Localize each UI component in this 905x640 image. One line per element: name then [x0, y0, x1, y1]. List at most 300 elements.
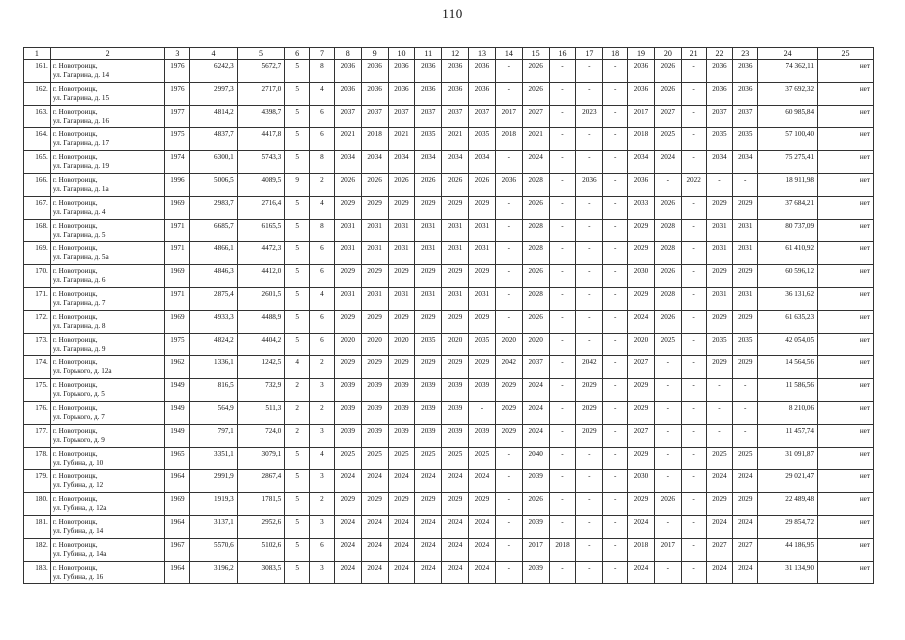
- cost-value: 80 737,09: [758, 219, 818, 242]
- living-area: 5743,3: [237, 151, 285, 174]
- year-cell: -: [603, 128, 628, 151]
- address-city: г. Новотроицк,: [52, 267, 98, 276]
- floors-count: 5: [285, 242, 310, 265]
- year-cell: 2024: [361, 470, 388, 493]
- living-area: 4404,2: [237, 333, 285, 356]
- year-cell: -: [576, 219, 603, 242]
- table-row: [24, 287, 874, 310]
- year-cell: 2029: [576, 424, 603, 447]
- table-row: [24, 333, 874, 356]
- year-cell: 2037: [415, 105, 442, 128]
- floors-count: 5: [285, 287, 310, 310]
- year-cell: -: [495, 242, 522, 265]
- living-area: 4472,3: [237, 242, 285, 265]
- year-cell: -: [549, 447, 576, 470]
- table-row: [24, 379, 874, 402]
- row-number: 181.: [24, 515, 51, 538]
- floors-count: 5: [285, 310, 310, 333]
- address: [50, 265, 165, 288]
- living-area: 1242,5: [237, 356, 285, 379]
- year-cell: -: [576, 561, 603, 584]
- year-cell: 2037: [706, 105, 733, 128]
- address: [50, 82, 165, 105]
- build-year: 1969: [165, 265, 190, 288]
- year-cell: 2039: [469, 379, 496, 402]
- year-cell: 2036: [469, 60, 496, 83]
- year-cell: -: [603, 515, 628, 538]
- year-cell: -: [706, 379, 733, 402]
- year-cell: 2031: [334, 287, 361, 310]
- address: [50, 151, 165, 174]
- entrances-count: 2: [310, 401, 335, 424]
- year-cell: -: [733, 379, 758, 402]
- year-cell: 2029: [334, 493, 361, 516]
- year-cell: 2034: [361, 151, 388, 174]
- year-cell: -: [681, 242, 706, 265]
- flag-value: нет: [818, 287, 874, 310]
- column-header: 20: [654, 48, 681, 60]
- flag-value: нет: [818, 447, 874, 470]
- year-cell: -: [576, 287, 603, 310]
- entrances-count: 8: [310, 60, 335, 83]
- year-cell: -: [549, 470, 576, 493]
- year-cell: 2039: [442, 401, 469, 424]
- floors-count: 2: [285, 424, 310, 447]
- cost-value: 18 911,98: [758, 173, 818, 196]
- address: [50, 356, 165, 379]
- year-cell: 2036: [469, 82, 496, 105]
- year-cell: -: [576, 242, 603, 265]
- entrances-count: 6: [310, 333, 335, 356]
- year-cell: -: [706, 401, 733, 424]
- year-cell: -: [681, 401, 706, 424]
- year-cell: 2029: [415, 196, 442, 219]
- year-cell: 2026: [442, 173, 469, 196]
- table-row: [24, 173, 874, 196]
- year-cell: -: [549, 219, 576, 242]
- column-header: 1: [24, 48, 51, 60]
- year-cell: 2031: [442, 242, 469, 265]
- year-cell: 2036: [361, 82, 388, 105]
- address-city: г. Новотроицк,: [52, 175, 98, 184]
- year-cell: 2031: [442, 287, 469, 310]
- year-cell: 2027: [522, 105, 549, 128]
- year-cell: -: [549, 401, 576, 424]
- year-cell: 2023: [576, 105, 603, 128]
- year-cell: 2024: [522, 401, 549, 424]
- living-area: 2952,6: [237, 515, 285, 538]
- year-cell: 2017: [654, 538, 681, 561]
- year-cell: 2031: [334, 242, 361, 265]
- floors-count: 2: [285, 379, 310, 402]
- address: [50, 128, 165, 151]
- year-cell: 2018: [549, 538, 576, 561]
- year-cell: -: [681, 219, 706, 242]
- flag-value: нет: [818, 538, 874, 561]
- year-cell: 2029: [388, 196, 415, 219]
- entrances-count: 6: [310, 538, 335, 561]
- year-cell: 2039: [522, 515, 549, 538]
- year-cell: 2024: [628, 310, 655, 333]
- year-cell: 2026: [522, 310, 549, 333]
- year-cell: -: [549, 287, 576, 310]
- floors-count: 5: [285, 196, 310, 219]
- year-cell: 2030: [628, 265, 655, 288]
- address-street: ул. Губина, д. 14: [52, 526, 104, 535]
- column-header: 21: [681, 48, 706, 60]
- year-cell: -: [654, 424, 681, 447]
- year-cell: 2029: [706, 196, 733, 219]
- year-cell: 2024: [522, 151, 549, 174]
- column-header: 6: [285, 48, 310, 60]
- year-cell: -: [733, 173, 758, 196]
- year-cell: 2037: [522, 356, 549, 379]
- cost-value: 36 131,62: [758, 287, 818, 310]
- address: [50, 105, 165, 128]
- year-cell: 2027: [706, 538, 733, 561]
- living-area: 2867,4: [237, 470, 285, 493]
- address-city: г. Новотроицк,: [52, 84, 98, 93]
- year-cell: 2039: [522, 561, 549, 584]
- column-header: 16: [549, 48, 576, 60]
- entrances-count: 2: [310, 173, 335, 196]
- year-cell: -: [495, 196, 522, 219]
- address-city: г. Новотроицк,: [52, 153, 98, 162]
- cost-value: 61 635,23: [758, 310, 818, 333]
- build-year: 1971: [165, 219, 190, 242]
- year-cell: 2031: [415, 242, 442, 265]
- floors-count: 5: [285, 493, 310, 516]
- table-body: [24, 60, 874, 584]
- year-cell: -: [681, 493, 706, 516]
- floors-count: 5: [285, 219, 310, 242]
- cost-value: 11 586,56: [758, 379, 818, 402]
- flag-value: нет: [818, 333, 874, 356]
- year-cell: 2029: [706, 356, 733, 379]
- entrances-count: 4: [310, 82, 335, 105]
- year-cell: -: [549, 310, 576, 333]
- year-cell: 2021: [388, 128, 415, 151]
- year-cell: 2031: [706, 287, 733, 310]
- address: [50, 515, 165, 538]
- year-cell: 2034: [442, 151, 469, 174]
- year-cell: -: [495, 515, 522, 538]
- year-cell: -: [603, 379, 628, 402]
- total-area: 1336,1: [190, 356, 238, 379]
- living-area: 1781,5: [237, 493, 285, 516]
- address: [50, 310, 165, 333]
- year-cell: -: [681, 561, 706, 584]
- year-cell: 2039: [415, 401, 442, 424]
- year-cell: -: [495, 60, 522, 83]
- table-row: [24, 515, 874, 538]
- year-cell: 2028: [654, 287, 681, 310]
- year-cell: 2024: [334, 515, 361, 538]
- total-area: 564,9: [190, 401, 238, 424]
- year-cell: -: [549, 424, 576, 447]
- address: [50, 196, 165, 219]
- build-year: 1964: [165, 515, 190, 538]
- build-year: 1964: [165, 470, 190, 493]
- row-number: 165.: [24, 151, 51, 174]
- floors-count: 5: [285, 105, 310, 128]
- year-cell: -: [603, 242, 628, 265]
- year-cell: 2026: [334, 173, 361, 196]
- table-row: [24, 310, 874, 333]
- total-area: 6685,7: [190, 219, 238, 242]
- address-street: ул. Гагарина, д. 7: [52, 298, 106, 307]
- year-cell: 2018: [495, 128, 522, 151]
- flag-value: нет: [818, 379, 874, 402]
- column-header: 2: [50, 48, 165, 60]
- year-cell: -: [603, 447, 628, 470]
- year-cell: 2036: [495, 173, 522, 196]
- year-cell: 2034: [334, 151, 361, 174]
- year-cell: -: [495, 470, 522, 493]
- year-cell: -: [549, 173, 576, 196]
- total-area: 3351,1: [190, 447, 238, 470]
- living-area: 5672,7: [237, 60, 285, 83]
- year-cell: 2024: [442, 561, 469, 584]
- build-year: 1975: [165, 333, 190, 356]
- year-cell: 2037: [388, 105, 415, 128]
- year-cell: -: [603, 60, 628, 83]
- entrances-count: 6: [310, 128, 335, 151]
- year-cell: 2031: [361, 242, 388, 265]
- year-cell: 2024: [334, 561, 361, 584]
- address: [50, 219, 165, 242]
- flag-value: нет: [818, 401, 874, 424]
- year-cell: 2025: [706, 447, 733, 470]
- build-year: 1949: [165, 379, 190, 402]
- year-cell: 2029: [415, 356, 442, 379]
- year-cell: -: [681, 424, 706, 447]
- year-cell: 2021: [522, 128, 549, 151]
- year-cell: 2031: [442, 219, 469, 242]
- year-cell: -: [603, 151, 628, 174]
- year-cell: 2026: [388, 173, 415, 196]
- floors-count: 5: [285, 470, 310, 493]
- column-header: 12: [442, 48, 469, 60]
- year-cell: 2036: [706, 60, 733, 83]
- year-cell: -: [495, 447, 522, 470]
- total-area: 797,1: [190, 424, 238, 447]
- living-area: 4089,5: [237, 173, 285, 196]
- year-cell: -: [549, 356, 576, 379]
- page-number: 110: [442, 6, 463, 21]
- address: [50, 173, 165, 196]
- year-cell: 2026: [654, 82, 681, 105]
- living-area: 2601,5: [237, 287, 285, 310]
- entrances-count: 6: [310, 242, 335, 265]
- year-cell: 2029: [334, 265, 361, 288]
- year-cell: 2024: [388, 538, 415, 561]
- year-cell: 2035: [415, 333, 442, 356]
- year-cell: 2029: [733, 265, 758, 288]
- flag-value: нет: [818, 242, 874, 265]
- year-cell: 2027: [654, 105, 681, 128]
- cost-value: 29 854,72: [758, 515, 818, 538]
- entrances-count: 6: [310, 310, 335, 333]
- year-cell: -: [681, 265, 706, 288]
- build-year: 1969: [165, 493, 190, 516]
- year-cell: 2039: [388, 379, 415, 402]
- year-cell: -: [603, 105, 628, 128]
- year-cell: 2031: [361, 219, 388, 242]
- year-cell: -: [576, 60, 603, 83]
- flag-value: нет: [818, 470, 874, 493]
- year-cell: 2029: [442, 310, 469, 333]
- year-cell: 2020: [334, 333, 361, 356]
- year-cell: 2028: [522, 287, 549, 310]
- table-row: [24, 82, 874, 105]
- year-cell: 2029: [628, 493, 655, 516]
- address-street: ул. Гагарина, д. 5а: [52, 253, 109, 262]
- year-cell: -: [549, 60, 576, 83]
- year-cell: 2024: [706, 470, 733, 493]
- year-cell: 2029: [628, 287, 655, 310]
- year-cell: 2029: [361, 196, 388, 219]
- year-cell: 2021: [442, 128, 469, 151]
- year-cell: 2027: [628, 424, 655, 447]
- cost-value: 57 100,40: [758, 128, 818, 151]
- row-number: 180.: [24, 493, 51, 516]
- year-cell: -: [495, 493, 522, 516]
- year-cell: -: [681, 151, 706, 174]
- row-number: 171.: [24, 287, 51, 310]
- floors-count: 5: [285, 538, 310, 561]
- living-area: 511,3: [237, 401, 285, 424]
- entrances-count: 8: [310, 151, 335, 174]
- address-city: г. Новотроицк,: [52, 335, 98, 344]
- year-cell: 2039: [388, 401, 415, 424]
- entrances-count: 2: [310, 493, 335, 516]
- year-cell: 2031: [388, 287, 415, 310]
- year-cell: 2026: [522, 265, 549, 288]
- year-cell: -: [654, 515, 681, 538]
- row-number: 168.: [24, 219, 51, 242]
- year-cell: 2036: [628, 173, 655, 196]
- living-area: 2716,4: [237, 196, 285, 219]
- year-cell: -: [654, 470, 681, 493]
- column-header: 14: [495, 48, 522, 60]
- total-area: 3137,1: [190, 515, 238, 538]
- year-cell: 2031: [733, 287, 758, 310]
- year-cell: -: [495, 219, 522, 242]
- address: [50, 401, 165, 424]
- year-cell: -: [603, 82, 628, 105]
- floors-count: 5: [285, 515, 310, 538]
- year-cell: 2035: [706, 333, 733, 356]
- cost-value: 61 410,92: [758, 242, 818, 265]
- year-cell: -: [576, 310, 603, 333]
- floors-count: 5: [285, 447, 310, 470]
- floors-count: 5: [285, 128, 310, 151]
- year-cell: 2026: [654, 265, 681, 288]
- build-year: 1969: [165, 310, 190, 333]
- year-cell: 2029: [415, 493, 442, 516]
- year-cell: 2029: [576, 401, 603, 424]
- address-street: ул. Гагарина, д. 14: [52, 71, 110, 79]
- total-area: 4814,2: [190, 105, 238, 128]
- year-cell: 2029: [628, 401, 655, 424]
- table-row: [24, 561, 874, 584]
- year-cell: 2036: [415, 60, 442, 83]
- address: [50, 470, 165, 493]
- entrances-count: 4: [310, 287, 335, 310]
- year-cell: -: [603, 333, 628, 356]
- year-cell: 2035: [706, 128, 733, 151]
- table-row: [24, 447, 874, 470]
- year-cell: 2025: [388, 447, 415, 470]
- build-year: 1965: [165, 447, 190, 470]
- column-header: 13: [469, 48, 496, 60]
- year-cell: 2039: [442, 424, 469, 447]
- year-cell: -: [576, 515, 603, 538]
- year-cell: 2031: [469, 219, 496, 242]
- year-cell: 2024: [442, 538, 469, 561]
- year-cell: 2029: [733, 356, 758, 379]
- address-street: ул. Гагарина, д. 19: [52, 162, 110, 171]
- cost-value: 11 457,74: [758, 424, 818, 447]
- year-cell: 2027: [733, 538, 758, 561]
- build-year: 1975: [165, 128, 190, 151]
- year-cell: 2039: [415, 379, 442, 402]
- table-row: [24, 424, 874, 447]
- address-street: ул. Гагарина, д. 17: [52, 139, 110, 148]
- floors-count: 4: [285, 356, 310, 379]
- year-cell: 2026: [654, 196, 681, 219]
- year-cell: 2029: [495, 379, 522, 402]
- column-header: 23: [733, 48, 758, 60]
- year-cell: -: [576, 82, 603, 105]
- year-cell: 2029: [706, 265, 733, 288]
- year-cell: 2029: [442, 265, 469, 288]
- year-cell: 2039: [442, 379, 469, 402]
- entrances-count: 8: [310, 219, 335, 242]
- address-city: г. Новотроицк,: [52, 540, 98, 549]
- year-cell: 2039: [334, 401, 361, 424]
- year-cell: 2028: [522, 173, 549, 196]
- year-cell: 2031: [733, 219, 758, 242]
- address-city: г. Новотроицк,: [52, 312, 98, 321]
- year-cell: -: [681, 356, 706, 379]
- row-number: 174.: [24, 356, 51, 379]
- year-cell: 2020: [522, 333, 549, 356]
- flag-value: нет: [818, 128, 874, 151]
- year-cell: 2031: [388, 242, 415, 265]
- year-cell: -: [681, 470, 706, 493]
- year-cell: 2031: [334, 219, 361, 242]
- column-header: 18: [603, 48, 628, 60]
- year-cell: 2036: [628, 60, 655, 83]
- address-street: ул. Гагарина, д. 5: [52, 230, 106, 239]
- year-cell: -: [549, 196, 576, 219]
- year-cell: -: [495, 82, 522, 105]
- build-year: 1949: [165, 401, 190, 424]
- year-cell: 2039: [334, 424, 361, 447]
- year-cell: 2024: [469, 561, 496, 584]
- row-number: 166.: [24, 173, 51, 196]
- year-cell: 2034: [628, 151, 655, 174]
- flag-value: нет: [818, 310, 874, 333]
- year-cell: -: [706, 173, 733, 196]
- year-cell: -: [654, 447, 681, 470]
- year-cell: -: [495, 561, 522, 584]
- year-cell: -: [549, 265, 576, 288]
- year-cell: 2036: [442, 82, 469, 105]
- year-cell: -: [733, 424, 758, 447]
